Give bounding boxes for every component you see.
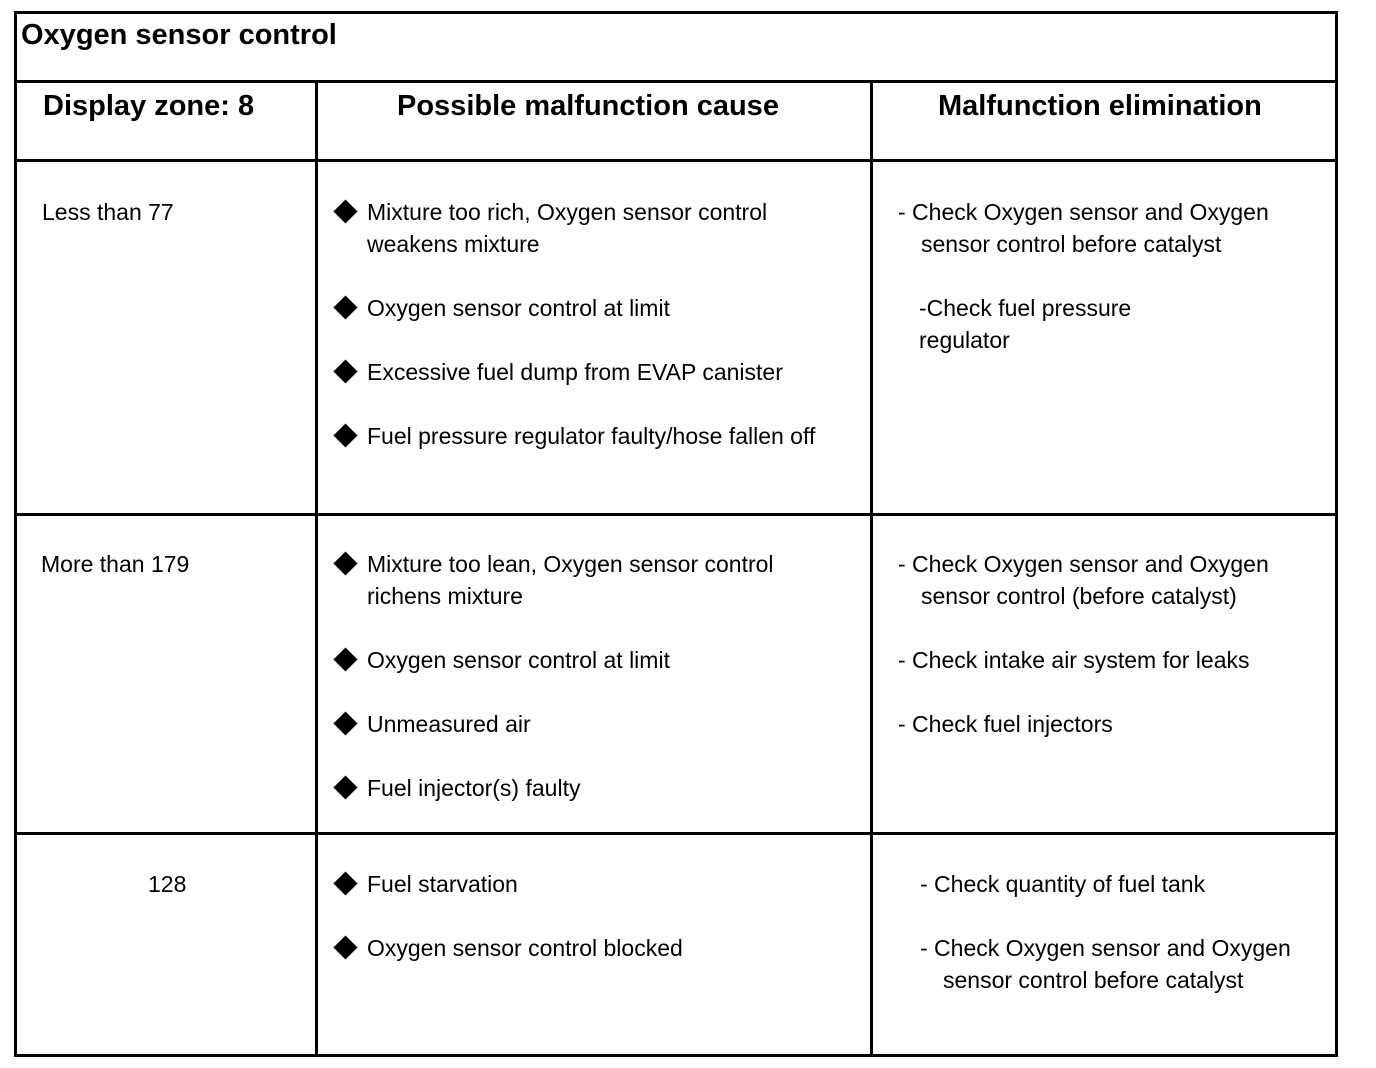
diamond-bullet-icon (333, 775, 357, 799)
elimination-text: - Check Oxygen sensor and Oxygen sensor control (before catalyst) (898, 551, 1269, 609)
cause-text: Mixture too rich, Oxygen sensor control weakens mixture (367, 199, 768, 257)
list-item (334, 548, 854, 612)
elimination-list-row-1 (898, 196, 1298, 356)
table-title: Oxygen sensor control (21, 19, 337, 51)
cause-text: Fuel injector(s) faulty (367, 775, 581, 801)
diamond-bullet-icon (333, 647, 357, 671)
diamond-bullet-icon (333, 551, 357, 575)
list-item (334, 644, 854, 676)
elimination-text: - Check Oxygen sensor and Oxygen sensor control before catalyst (898, 199, 1269, 257)
cause-text: Oxygen sensor control at limit (367, 647, 670, 673)
list-item (898, 196, 1291, 260)
list-item (334, 932, 854, 964)
list-item (920, 932, 1313, 996)
diamond-bullet-icon (333, 359, 357, 383)
cause-text: Excessive fuel dump from EVAP canister (367, 359, 783, 385)
list-item (334, 772, 854, 804)
elimination-list-row-3 (920, 868, 1320, 996)
list-item (334, 708, 854, 740)
row-divider (17, 832, 1335, 835)
elimination-text: - Check Oxygen sensor and Oxygen sensor control before catalyst (920, 935, 1291, 993)
zone-value-row-1: Less than 77 (42, 199, 174, 225)
list-item (334, 292, 854, 324)
list-item (898, 708, 1291, 740)
list-item (898, 644, 1291, 676)
elimination-text: -Check fuel pressure regulator (919, 295, 1132, 353)
header-display-zone: Display zone: 8 (43, 90, 255, 122)
cause-list-row-2 (334, 548, 854, 804)
zone-value-row-3: 128 (148, 871, 187, 897)
list-item (898, 292, 1219, 356)
cause-text: Oxygen sensor control at limit (367, 295, 670, 321)
elimination-list-row-2 (898, 548, 1298, 740)
cause-text: Mixture too lean, Oxygen sensor control richens mixture (367, 551, 774, 609)
list-item (334, 356, 854, 388)
diamond-bullet-icon (333, 935, 357, 959)
cause-text: Fuel starvation (367, 871, 518, 897)
column-divider (315, 83, 318, 1054)
elimination-text: - Check quantity of fuel tank (920, 871, 1206, 897)
elimination-text: - Check intake air system for leaks (898, 647, 1250, 673)
diamond-bullet-icon (333, 199, 357, 223)
list-item (898, 548, 1291, 612)
cause-text: Fuel pressure regulator faulty/hose fallen off (367, 423, 816, 449)
diamond-bullet-icon (333, 423, 357, 447)
row-divider (17, 513, 1335, 516)
diamond-bullet-icon (333, 295, 357, 319)
diamond-bullet-icon (333, 871, 357, 895)
cause-text: Oxygen sensor control blocked (367, 935, 683, 961)
cause-list-row-3 (334, 868, 854, 964)
list-item (334, 420, 854, 452)
column-divider (870, 83, 873, 1054)
cause-list-row-1 (334, 196, 854, 452)
table-title-row (17, 14, 1335, 83)
cause-text: Unmeasured air (367, 711, 531, 737)
zone-value-row-2: More than 179 (41, 551, 190, 577)
diamond-bullet-icon (333, 711, 357, 735)
list-item (920, 868, 1313, 900)
header-possible-cause: Possible malfunction cause (397, 90, 779, 122)
malfunction-table (14, 11, 1338, 1057)
elimination-text: - Check fuel injectors (898, 711, 1113, 737)
list-item (334, 868, 854, 900)
header-malfunction-elimination: Malfunction elimination (938, 90, 1262, 122)
list-item (334, 196, 854, 260)
